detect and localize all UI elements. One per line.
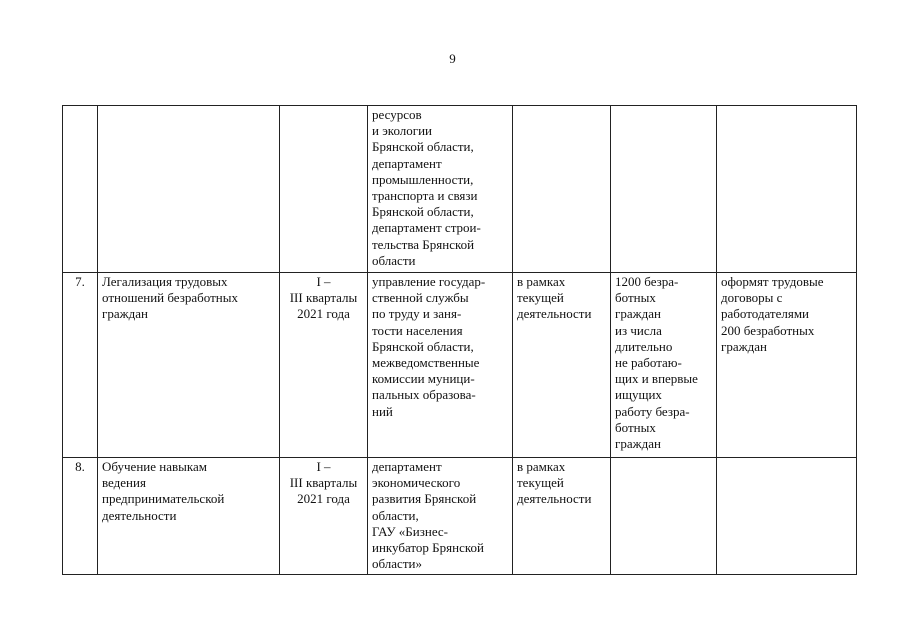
cell-indicator: 1200 безра- ботных граждан из числа длительно не работаю- щих и впервые ищущих работу безра- ботных граждан bbox=[611, 273, 717, 458]
table-row bbox=[63, 458, 857, 575]
cell-measure: Легализация трудовых отношений безработных граждан bbox=[98, 273, 280, 458]
table-row bbox=[63, 106, 857, 273]
cell-measure: Обучение навыкам ведения предпринимательской деятельности bbox=[98, 458, 280, 575]
cell-period: I – III кварталы 2021 года bbox=[280, 273, 368, 458]
table-row bbox=[63, 273, 857, 458]
cell-number: 8. bbox=[63, 458, 98, 575]
measures-table bbox=[62, 105, 857, 575]
cell-financing: в рамках текущей деятельности bbox=[513, 458, 611, 575]
cell-financing bbox=[513, 106, 611, 273]
cell-executors: ресурсов и экологии Брянской области, департамент промышленности, транспорта и связи Брянской области, департамент строи- тельства Брянской области bbox=[368, 106, 513, 273]
cell-result bbox=[717, 458, 857, 575]
cell-result bbox=[717, 106, 857, 273]
cell-executors: управление государ- ственной службы по труду и заня- тости населения Брянской области, межведомственные комиссии муници- пальных образова- ний bbox=[368, 273, 513, 458]
cell-number bbox=[63, 106, 98, 273]
cell-number: 7. bbox=[63, 273, 98, 458]
cell-result: оформят трудовые договоры с работодателями 200 безработных граждан bbox=[717, 273, 857, 458]
cell-indicator bbox=[611, 458, 717, 575]
cell-financing: в рамках текущей деятельности bbox=[513, 273, 611, 458]
cell-period bbox=[280, 106, 368, 273]
cell-executors: департамент экономического развития Брянской области, ГАУ «Бизнес- инкубатор Брянской области» bbox=[368, 458, 513, 575]
cell-indicator bbox=[611, 106, 717, 273]
cell-period: I – III кварталы 2021 года bbox=[280, 458, 368, 575]
cell-measure bbox=[98, 106, 280, 273]
page-number: 9 bbox=[449, 51, 456, 66]
